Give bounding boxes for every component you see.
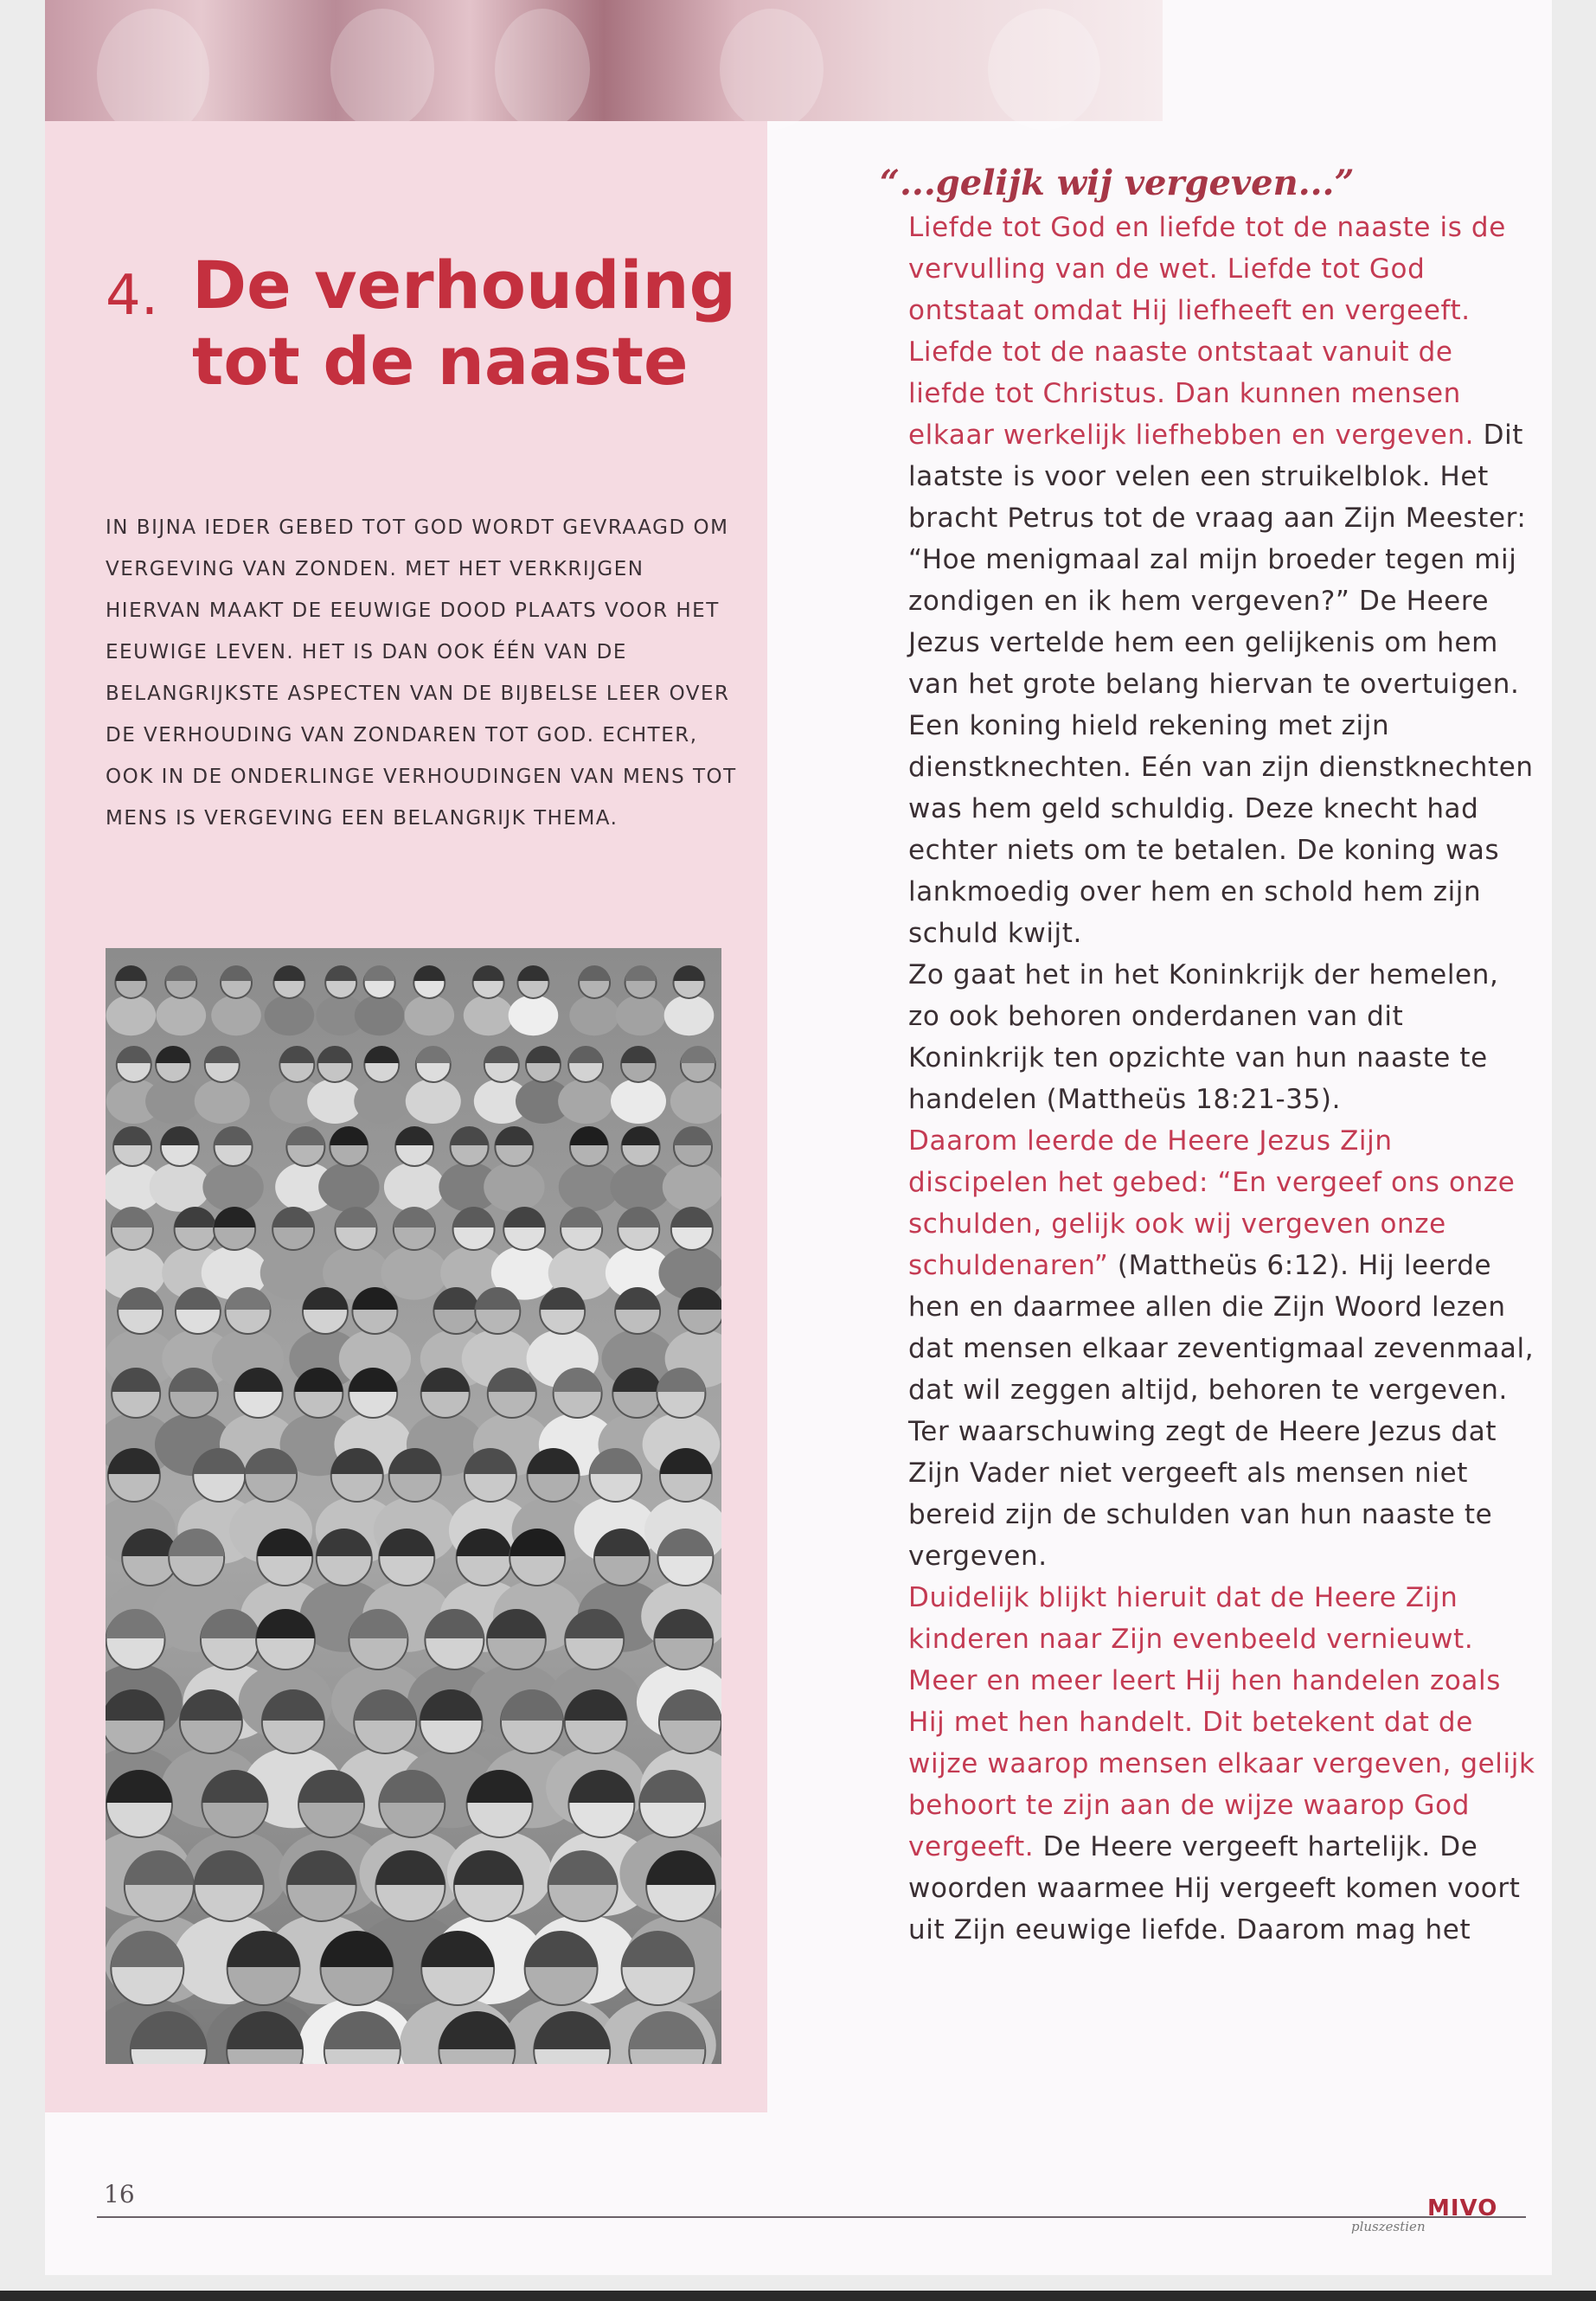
intro-paragraph: IN BIJNA IEDER GEBED TOT GOD WORDT GEVRAAGD OM VERGEVING VAN ZONDEN. MET HET VERKRIJGEN HIERVAN MAAKT DE EEUWIGE DOOD PLAATS VOOR HET EEUWIGE LEVEN. HET IS DAN OOK ÉÉN VAN DE BELANGRIJKSTE ASPECTEN VAN DE BIJBELSE LEER OVER DE VERHOUDING VAN ZONDAREN TOT GOD. ECHTER, OOK IN DE ONDERLINGE VERHOUDINGEN VAN MENS TOT MENS IS VERGEVING EEN BELANGRIJK THEMA.: [106, 516, 737, 830]
face-image: [495, 9, 590, 130]
chapter-number: 4.: [106, 264, 159, 328]
crowd-figure-body: [381, 1246, 447, 1299]
face-image: [988, 9, 1100, 130]
crowd-photo: [106, 948, 721, 2064]
crowd-illustration: [106, 948, 721, 2064]
header-photo-strip: [45, 0, 1163, 121]
mivo-logo-sub: pluszestien: [1351, 2219, 1426, 2234]
crowd-figure-body: [484, 1163, 544, 1212]
body-segment: Dit laatste is voor velen een struikelblok. Het bracht Petrus tot de vraag aan Zijn Meester: “Hoe menigmaal zal mijn broeder tegen mij zondigen en ik hem vergeven?” De Heere Jezus vertelde hem een gelijkenis om hem van het grote belang hiervan te overtuigen. Een koning hield rekening met zijn dienstknechten. Eén van zijn dienstknechten was hem geld schuldig. Deze knecht had echter niets om te betalen. De koning was lankmoedig over hem en schold hem zijn schuld kwijt.: [908, 420, 1534, 949]
body-segment: (Mattheüs 6:12). Hij leerde hen en daarmee allen die Zijn Woord lezen dat mensen elkaar zeventigmaal zevenmaal, dat wil zeggen altijd, behoren te vergeven. Ter waarschuwing zegt de Heere Jezus dat Zijn Vader niet vergeeft als mensen niet bereid zijn de schulden van hun naaste te vergeven.: [908, 1250, 1535, 1572]
body-red-segment: Liefde tot God en liefde tot de naaste is de vervulling van de wet. Liefde tot God ontstaat omdat Hij liefheeft en vergeeft. Liefde tot de naaste ontstaat vanuit de liefde tot Christus. Dan kunnen mensen elkaar werkelijk liefhebben en vergeven.: [908, 212, 1506, 451]
crowd-figure-body: [106, 995, 157, 1035]
chapter-title-line2: tot de naaste: [192, 323, 689, 400]
crowd-figure-body: [202, 1163, 263, 1212]
crowd-figure-body: [610, 1163, 670, 1212]
crowd-figure-body: [355, 995, 405, 1035]
article-body: [908, 207, 1537, 1951]
crowd-figure-body: [611, 1079, 666, 1124]
face-image: [720, 9, 824, 130]
crowd-figure-body: [509, 995, 559, 1035]
magazine-page: [45, 0, 1552, 2275]
crowd-figure-body: [569, 995, 619, 1035]
body-segment: De Heere vergeeft hartelijk. De woorden waarmee Hij vergeeft komen voort uit Zijn eeuwige liefde. Daarom mag het: [908, 1831, 1521, 1945]
crowd-figure-body: [406, 1079, 461, 1124]
body-segment: Zo gaat het in het Koninkrijk der hemelen, zo ook behoren onderdanen van dit Koninkrijk ten opzichte van hun naaste te handelen (Mattheüs 18:21-35).: [908, 959, 1499, 1115]
body-red-segment: Duidelijk blijkt hieruit dat de Heere Zijn kinderen naar Zijn evenbeeld vernieuwt. Meer en meer leert Hij hen handelen zoals Hij met hen handelt. Dit betekent dat de wijze waarop mensen elkaar vergeven, gelijk behoort te zijn aan de wijze waarop God vergeeft.: [908, 1582, 1535, 1862]
crowd-figure-body: [663, 1163, 721, 1212]
mivo-logo: MIVO: [1427, 2195, 1498, 2221]
crowd-figure-body: [404, 995, 454, 1035]
face-image: [330, 9, 434, 130]
crowd-figure-body: [384, 1163, 445, 1212]
crowd-figure-body: [558, 1079, 613, 1124]
footer-divider: [97, 2216, 1526, 2218]
face-image: [97, 9, 209, 138]
crowd-figure-body: [195, 1079, 250, 1124]
crowd-figure-body: [265, 995, 315, 1035]
body-red-segment: Daarom leerde de Heere Jezus Zijn discipelen het gebed: “En vergeef ons onze schulden, gelijk ook wij vergeven onze schuldenaren”: [908, 1125, 1516, 1281]
crowd-figure-body: [211, 995, 261, 1035]
chapter-title-line1: De verhouding: [192, 247, 737, 324]
page-number: 16: [104, 2180, 135, 2208]
crowd-figure-body: [664, 995, 715, 1035]
crowd-figure-body: [464, 995, 514, 1035]
article-column: [880, 163, 1537, 1951]
crowd-figure-body: [150, 1163, 210, 1212]
crowd-figure-body: [318, 1163, 379, 1212]
crowd-figure-body: [156, 995, 206, 1035]
crowd-figure-body: [354, 1079, 409, 1124]
crowd-figure-body: [616, 995, 666, 1035]
crowd-figure-body: [145, 1079, 201, 1124]
article-subtitle: “...gelijk wij vergeven...”: [880, 163, 1355, 203]
scan-edge: [0, 2291, 1596, 2301]
